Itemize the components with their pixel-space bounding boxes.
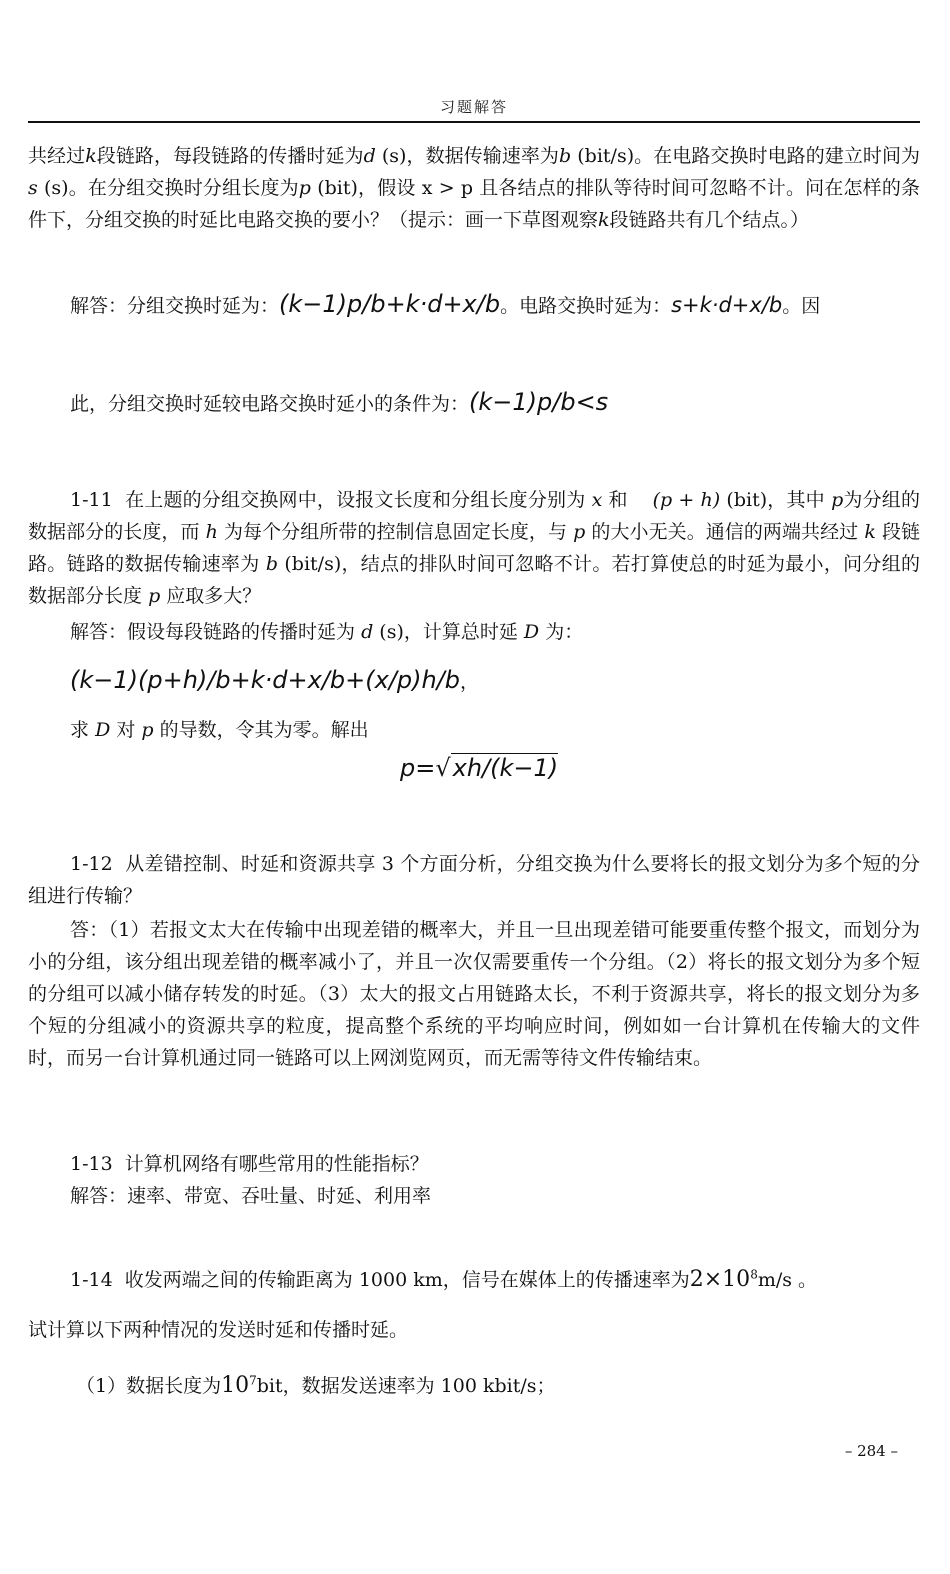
question-number: 1-12 xyxy=(70,853,113,875)
header-rule xyxy=(28,121,920,123)
running-header: 习题解答 xyxy=(439,98,508,116)
question-1-13: 1-13 计算机网络有哪些常用的性能指标？ xyxy=(70,1153,429,1175)
condition-formula: (k−1)p/b<s xyxy=(469,388,609,416)
page-number: – 284 – xyxy=(844,1442,898,1460)
answer-1-13: 解答：速率、带宽、吞吐量、时延、利用率 xyxy=(70,1185,432,1207)
total-delay-formula: (k−1)(p+h)/b+k·d+x/b+(x/p)h/b， xyxy=(70,666,480,694)
question-number: 1-13 xyxy=(70,1153,113,1175)
packet-delay-formula: (k−1)p/b+k·d+x/b xyxy=(279,290,501,318)
question-1-11: 1-11 在上题的分组交换网中，设报文长度和分组长度分别为 x 和 (p + h) (bit)，其中 p为分组的数据部分的长度，而 h 为每个分组所带的控制信息固定长度，与 p 的大小无关。通信的两端共经过 k 段链路。链路的数据传输速率为 b (bit/s)，结点的排队时间可忽略不计。若打算使总的时延为最小，问分组的数据部分长度 p 应取多大？ xyxy=(28,489,920,607)
question-1-14-line2: 试计算以下两种情况的发送时延和传播时延。 xyxy=(28,1319,409,1341)
question-1-14: 1-14 收发两端之间的传输距离为 1000 km，信号在媒体上的传播速率为$2\times 10^8m/s$ 。 xyxy=(70,1267,818,1292)
question-1-10-continued: 共经过k段链路，每段链路的传播时延为d (s)，数据传输速率为b (bit/s)。在电路交换时电路的建立时间为s (s)。在分组交换时分组长度为p (bit)，假设 x > p 且各结点的排队等待时间可忽略不计。问在怎样的条件下，分组交换的时延比电路交换的要小？（提示：画一下草图观察k段链路共有几个结点。） xyxy=(28,145,920,231)
question-number: 1-14 xyxy=(70,1269,113,1291)
answer-1-10-line2: 此，分组交换时延较电路交换时延小的条件为：(k−1)p/b<s xyxy=(70,388,609,416)
answer-1-12: 答：（1）若报文太大在传输中出现差错的概率大，并且一旦出现差错可能要重传整个报文，而划分为小的分组，该分组出现差错的概率减小了，并且一次仅需要重传一个分组。（2）将长的报文划分为多个短的分组可以减小储存转发的时延。（3）太大的报文占用链路太长，不利于资源共享，将长的报文划分为多个短的分组减小的资源共享的粒度，提高整个系统的平均响应时间，例如如一台计算机在传输大的文件时，而另一台计算机通过同一链路可以上网浏览网页，而无需等待文件传输结束。 xyxy=(28,919,920,1069)
answer-1-11-line1: 解答：假设每段链路的传播时延为 d (s)，计算总时延 D 为： xyxy=(70,621,584,643)
question-number: 1-11 xyxy=(70,489,113,511)
question-1-12: 1-12 从差错控制、时延和资源共享 3 个方面分析，分组交换为什么要将长的报文划分为多个短的分组进行传输？ xyxy=(28,853,920,907)
optimal-p-formula: p=√xh/(k−1) xyxy=(400,754,559,782)
answer-1-11-line2: 求 D 对 p 的导数，令其为零。解出 xyxy=(70,719,369,741)
answer-1-10-line1: 解答：分组交换时延为：(k−1)p/b+k·d+x/b。电路交换时延为：s+k·d+x/b。因 xyxy=(70,290,821,318)
question-1-14-item1: （1）数据长度为$10^7bit$，数据发送速率为 100 kbit/s； xyxy=(76,1373,556,1398)
circuit-delay-formula: s+k·d+x/b xyxy=(671,293,783,317)
